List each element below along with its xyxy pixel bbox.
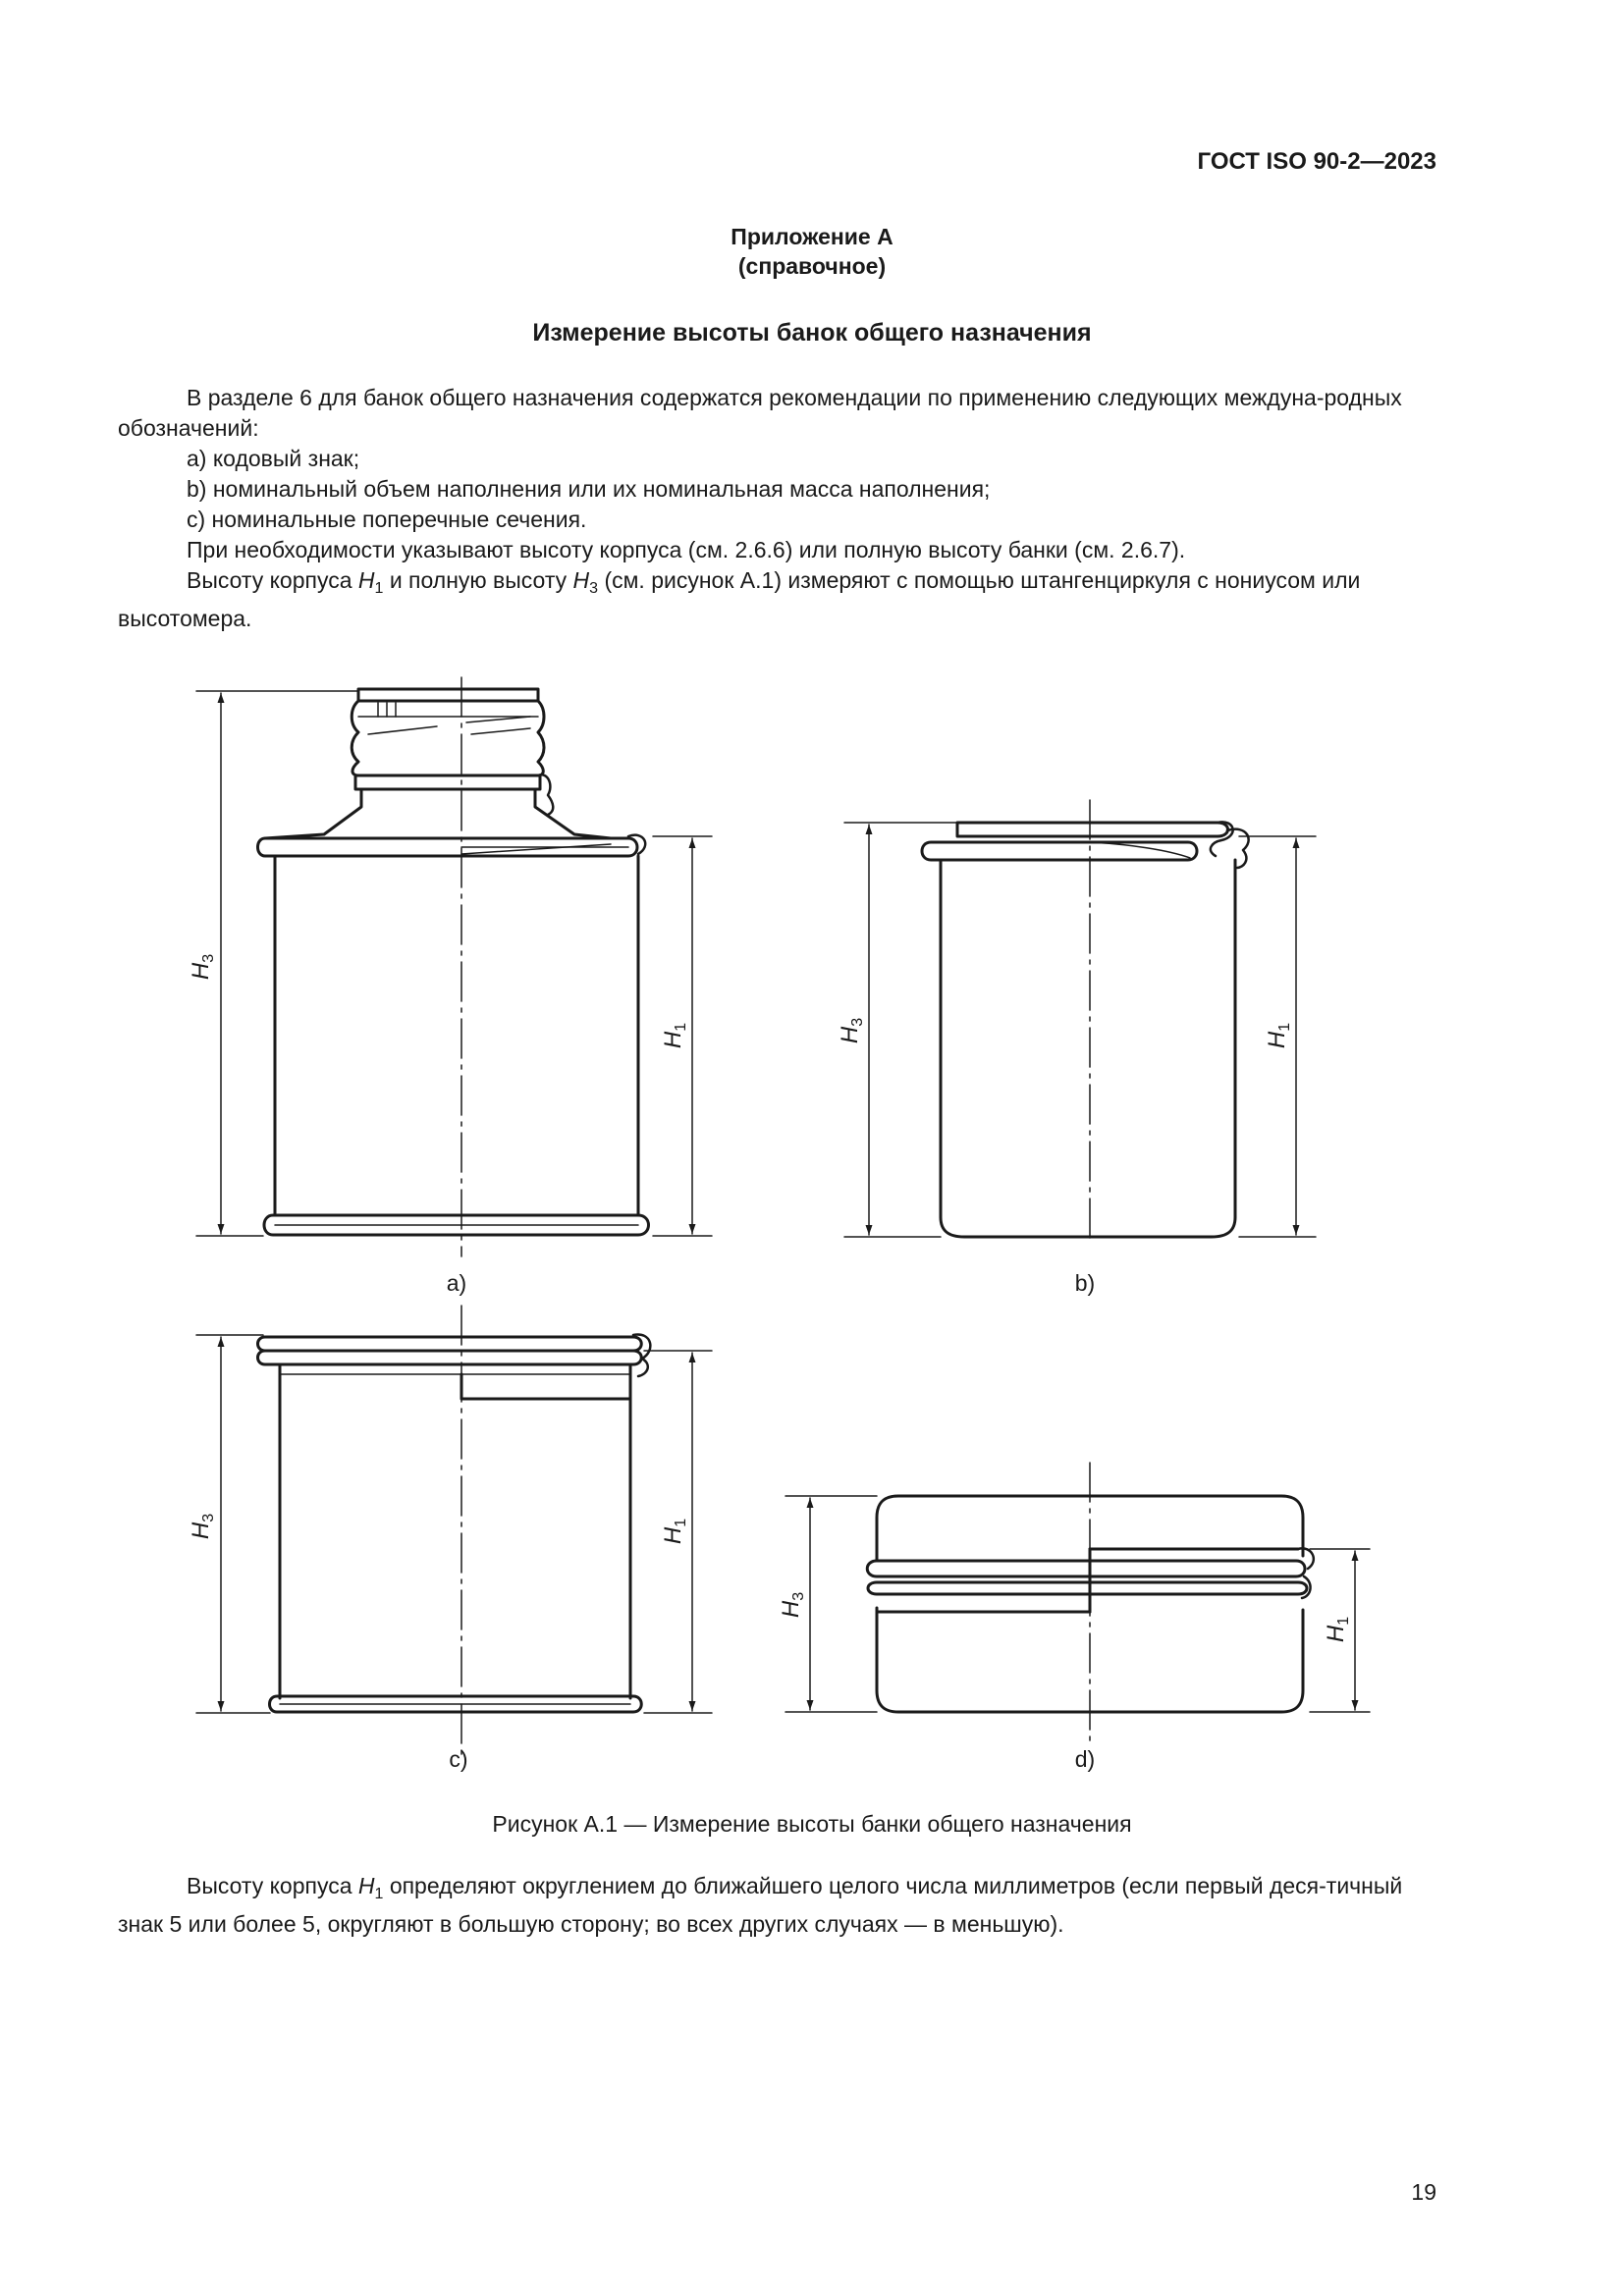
list-item-c: с) номинальные поперечные сечения. (187, 507, 587, 532)
list-item-b: b) номинальный объем наполнения или их номинальная масса наполнения; (187, 476, 991, 502)
document-id: ГОСТ ISO 90-2—2023 (1197, 148, 1436, 175)
subfigure-label-a: a) (446, 1270, 467, 1296)
drawing-a-can (258, 677, 649, 1256)
drawing-d-can (867, 1463, 1314, 1745)
label-a-h1: $H_1$ (660, 1022, 689, 1049)
annex-title: Приложение А (731, 224, 893, 249)
list-item-a: а) кодовый знак; (187, 446, 360, 471)
label-c-h3: $H_3$ (188, 1513, 217, 1540)
subfigure-label-c: c) (449, 1746, 468, 1772)
rounding-paragraph: Высоту корпуса $H_1$ определяют округлением до ближайшего целого числа миллиметров (если первый деся-тичный знак 5 или более 5, округляют в большую сторону; во всех других случаях — в меньшую). (118, 1873, 1403, 1937)
height-note-paragraph: При необходимости указывают высоту корпуса (см. 2.6.6) или полную высоту банки (см. 2.6.7). (187, 537, 1186, 562)
intro-paragraph: В разделе 6 для банок общего назначения содержатся рекомендации по применению следующих междуна-родных обозначений: (118, 385, 1402, 441)
measurement-paragraph: Высоту корпуса $H_1$ и полную высоту $H_3$ (см. рисунок А.1) измеряют с помощью штангенциркуля с нониусом или высотомера. (118, 567, 1361, 631)
annex-subtitle: (справочное) (737, 253, 887, 279)
label-c-h1: $H_1$ (660, 1518, 689, 1545)
label-b-h1: $H_1$ (1264, 1022, 1293, 1049)
drawing-b-can (922, 800, 1249, 1242)
label-b-h3: $H_3$ (837, 1017, 866, 1044)
subfigure-label-b: b) (1074, 1270, 1096, 1296)
page-number: 19 (1411, 2179, 1436, 2205)
dimension-a-h3 (196, 691, 358, 1236)
label-d-h3: $H_3$ (778, 1591, 807, 1619)
label-d-h1: $H_1$ (1323, 1616, 1352, 1643)
label-a-h3: $H_3$ (188, 953, 217, 981)
drawing-c-can (258, 1306, 651, 1759)
subfigure-label-d: d) (1074, 1746, 1096, 1772)
outro-text (118, 1871, 1449, 1940)
annex-heading: Измерение высоты банок общего назначения (532, 319, 1092, 347)
figure-caption: Рисунок А.1 — Измерение высоты банки общего назначения (492, 1811, 1132, 1837)
